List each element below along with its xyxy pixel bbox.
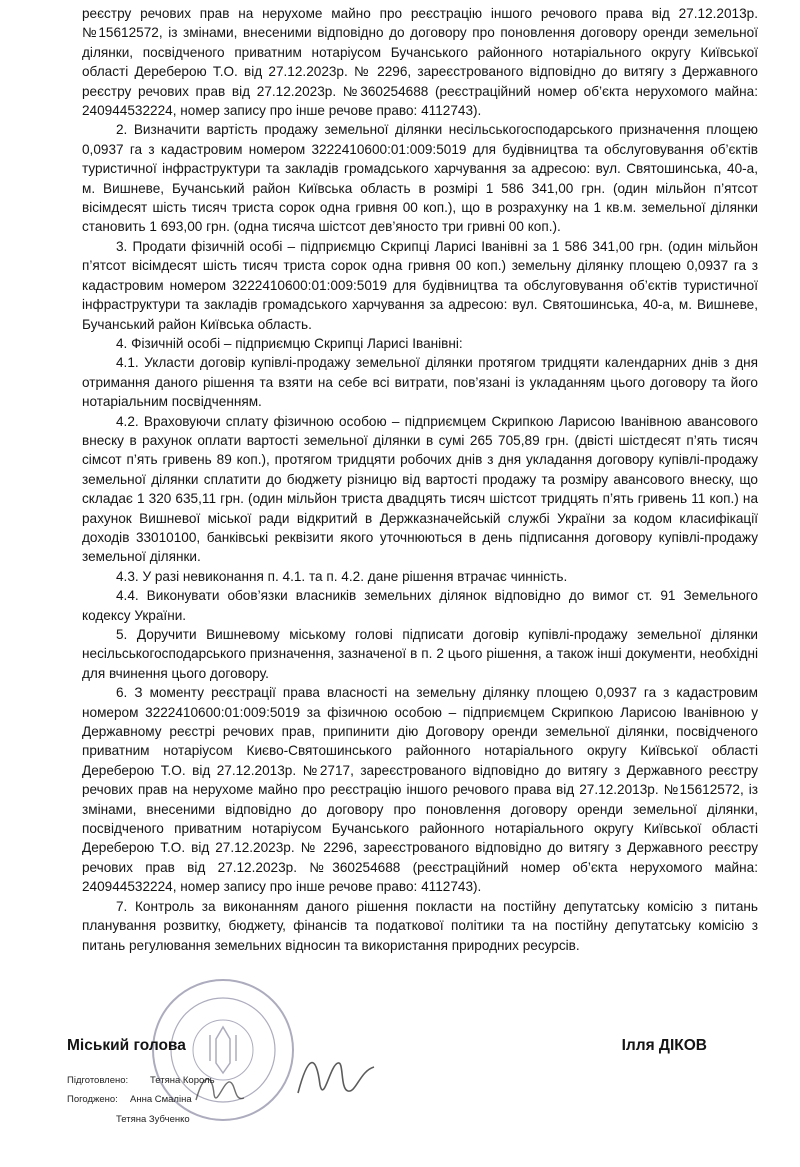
paragraph: 4.3. У разі невиконання п. 4.1. та п. 4.2. дане рішення втрачає чинність. — [116, 568, 568, 584]
agreed-name-2: Тетяна Зубченко — [116, 1114, 190, 1125]
paragraph: 7. Контроль за виконанням даного рішення покласти на постійну депутатську комісію з питань планування розвитку, бюджету, фінансів та податкової політики та на постійну депутатську комісію з питань регулювання земельних відносин та використання природних ресурсів. — [82, 898, 758, 953]
prepared-name: Тетяна Король — [150, 1075, 215, 1086]
paragraph: 4. Фізичній особі – підприємцю Скрипці Ларисі Іванівні: — [116, 335, 463, 351]
document-body — [82, 4, 758, 955]
paragraph: 3. Продати фізичній особі – підприємцю Скрипці Ларисі Іванівні за 1 586 341,00 грн. (один мільйон п’ятсот вісімдесят шість тисяч триста сорок одна гривня 00 коп.) земельну ділянку площею 0,0937 га з кадастровим номером 3222410600:01:009:5019 для будівництва та обслуговування об’єктів туристичної інфраструктури та закладів громадського харчування за адресою: вул. Святошинська, 40-а, м. Вишневе, Бучанський район Київська область. — [82, 238, 758, 332]
paragraph: 4.2. Враховуючи сплату фізичною особою – підприємцем Скрипкою Ларисою Іванівною авансового внеску в рахунок оплати вартості земельної ділянки в сумі 265 705,89 грн. (двісті шістдесят п’ять тисяч сімсот п’ять гривень 89 коп.), протягом тридцяти робочих днів з дня укладання договору купівлі-продажу земельної ділянки сплатити до бюджету різницю від вартості продажу та розміру авансового внеску, що складає 1 320 635,11 грн. (один мільйон триста двадцять тисяч шістсот тридцять п’ять гривень 11 коп.) на рахунок Вишневої міської ради відкритий в Держказначейській службі України за кодом класифікації доходів 33010100, банківські реквізити якого уточнюються в день підписання договору купівлі-продажу земельної ділянки. — [82, 413, 758, 565]
paragraph: 2. Визначити вартість продажу земельної ділянки несільськогосподарського призначення площею 0,0937 га з кадастровим номером 3222410600:01:009:5019 для будівництва та обслуговування об’єктів туристичної інфраструктури та закладів громадського харчування за адресою: вул. Святошинська, 40-а, м. Вишневе, Бучанський район Київська область в розмірі 1 586 341,00 грн. (один мільйон п’ятсот вісімдесят шість тисяч триста сорок одна гривня 00 коп.), що в розрахунку на 1 кв.м. земельної ділянки становить 1 693,00 грн. (одна тисяча шістсот дев’яносто три гривні 00 коп.). — [82, 122, 758, 235]
signature-block — [67, 1037, 707, 1061]
mayor-title: Міський голова — [67, 1037, 186, 1054]
paragraph: 5. Доручити Вишневому міському голові підписати договір купівлі-продажу земельної ділянки несільськогосподарського призначення, зазначеної в п. 2 цього рішення, а також інші документи, необхідні для вчинення цього договору. — [82, 627, 758, 681]
agreed-label: Погоджено: — [67, 1094, 118, 1105]
paragraph: 4.4. Виконувати обов’язки власників земельних ділянок відповідно до вимог ст. 91 Земельного кодексу України. — [82, 588, 758, 623]
prepared-label: Підготовлено: — [67, 1075, 129, 1086]
paragraph: 4.1. Укласти договір купівлі-продажу земельної ділянки протягом тридцяти календарних днів з дня отримання даного рішення та взяти на себе всі витрати, пов’язані із укладанням цього договору та його нотаріальним посвідченням. — [82, 355, 758, 410]
paragraph: 6. З моменту реєстрації права власності на земельну ділянку площею 0,0937 га з кадастровим номером 3222410600:01:009:5019 за фізичною особою – підприємцем Скрипкою Ларисою Іванівною у Державному реєстрі речових прав, припинити дію Договору оренди земельної ділянки, посвідченого приватним нотаріусом Києво-Святошинського районного нотаріального округу Київської області Дереберою Т.О. від 27.12.2013р. №2717, зареєстрованого відповідно до витягу з Державного реєстру речових прав на нерухоме майно про реєстрацію іншого речового права від 27.12.2013р. №15612572, із змінами, внесеними відповідно до договору про поновлення договору оренди земельної ділянки, посвідченого приватним нотаріусом Бучанського районного нотаріального округу Київської області Дереберою Т.О. від 27.12.2023р. № 2296, зареєстрованого відповідно до витягу з Державного реєстру речових прав від 27.12.2023р. №360254688 (реєстраційний номер об’єкта нерухомого майна: 240944532224, номер запису про інше речове право: 4112743). — [82, 685, 758, 895]
mayor-name: Ілля ДІКОВ — [621, 1037, 707, 1054]
paragraph: реєстру речових прав на нерухоме майно про реєстрацію іншого речового права від 27.12.2013р. №15612572, із змінами, внесеними відповідно до договору про поновлення договору оренди земельної ділянки, посвідченого приватним нотаріусом Бучанського районного нотаріального округу Київської області Дереберою Т.О. від 27.12.2023р. № 2296, зареєстрованого відповідно до витягу з Державного реєстру речових прав від 27.12.2023р. №360254688 (реєстраційний номер об’єкта нерухомого майна: 240944532224, номер запису про інше речове право: 4112743). — [82, 6, 758, 119]
agreed-name-1: Анна Смаліна — [130, 1094, 192, 1105]
approval-signature — [190, 1060, 250, 1120]
